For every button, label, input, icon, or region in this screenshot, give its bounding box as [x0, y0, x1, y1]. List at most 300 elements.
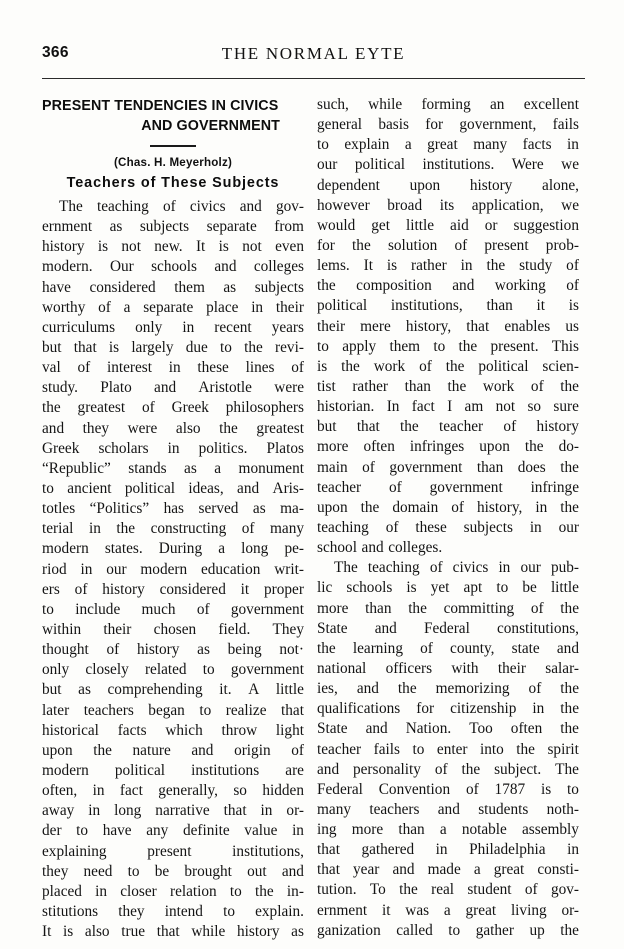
- text-line: [317, 902, 579, 922]
- text-line: [317, 761, 579, 781]
- text-line: [317, 600, 579, 620]
- word: than: [365, 599, 392, 617]
- word: civics: [189, 198, 226, 215]
- word: state: [511, 639, 540, 657]
- word: of: [420, 639, 433, 657]
- word: in: [498, 559, 511, 577]
- word: real: [431, 881, 455, 899]
- word: out: [247, 862, 267, 880]
- word: is: [386, 257, 398, 275]
- word: the: [400, 418, 419, 436]
- word: a: [443, 901, 451, 919]
- word: memorizing: [435, 680, 510, 698]
- word: Convention: [378, 780, 451, 798]
- word: while: [368, 96, 403, 113]
- word: ing: [317, 821, 337, 839]
- word: us: [565, 317, 579, 335]
- word: government: [389, 458, 463, 476]
- word: their: [317, 317, 346, 335]
- word: is: [63, 923, 74, 941]
- text-line: [42, 822, 304, 842]
- word: often: [510, 720, 543, 738]
- word: subjects: [463, 518, 513, 536]
- word: as: [184, 459, 197, 477]
- word: school: [317, 539, 357, 557]
- word: realize: [225, 701, 267, 719]
- word: institutions: [191, 761, 260, 779]
- word: stitutions: [42, 902, 99, 920]
- word: Aris-: [272, 479, 304, 497]
- word: are: [285, 761, 304, 779]
- word: which: [165, 721, 203, 739]
- word: not: [121, 238, 141, 256]
- word: were: [127, 419, 158, 437]
- word: and: [452, 277, 475, 295]
- word: students: [478, 800, 529, 818]
- word: history: [42, 238, 85, 256]
- word: such,: [317, 96, 349, 113]
- word: considered: [159, 580, 226, 598]
- text-line: [42, 782, 304, 802]
- word: and: [281, 862, 304, 880]
- word: The: [334, 559, 358, 577]
- word: val: [42, 359, 61, 377]
- word: fails: [552, 116, 579, 134]
- word: to: [433, 337, 446, 355]
- word: in: [529, 518, 542, 536]
- word: its: [439, 196, 455, 214]
- word: the: [560, 599, 579, 617]
- word: consti-: [537, 861, 579, 879]
- text-line: [42, 702, 304, 722]
- text-line: [42, 621, 304, 641]
- word: only: [42, 661, 70, 679]
- word: we: [561, 156, 579, 174]
- word: for: [416, 700, 435, 718]
- word: the: [560, 498, 579, 516]
- word: fails: [373, 740, 400, 758]
- text-line: [317, 841, 579, 861]
- word: to: [76, 822, 89, 840]
- word: domain: [392, 498, 439, 516]
- text-line: [317, 318, 579, 338]
- word: modern: [140, 560, 188, 578]
- word: the: [116, 520, 136, 538]
- word: in: [260, 802, 273, 820]
- word: new.: [154, 238, 183, 256]
- word: government,: [459, 116, 537, 134]
- word: present.: [490, 337, 539, 355]
- word: their: [275, 298, 304, 316]
- word: spirit: [547, 740, 579, 758]
- word: long: [114, 802, 142, 820]
- word: have: [42, 278, 71, 296]
- text-line: [42, 601, 304, 621]
- word: application,: [471, 196, 544, 214]
- word: in: [168, 359, 181, 377]
- word: include: [75, 600, 121, 618]
- word: the: [560, 700, 579, 718]
- word: be: [522, 579, 537, 597]
- word: light: [275, 721, 304, 739]
- word: government: [230, 661, 304, 679]
- word: “Republic”: [42, 459, 111, 477]
- word: the: [458, 337, 478, 355]
- text-line: [42, 359, 304, 379]
- word: upon: [317, 498, 348, 516]
- word: institutions,: [390, 297, 463, 315]
- word: interest: [106, 359, 152, 377]
- word: many: [270, 520, 304, 538]
- word: do-: [558, 438, 579, 456]
- word: totles: [42, 500, 76, 518]
- word: more: [317, 438, 349, 456]
- word: revi-: [275, 338, 304, 356]
- word: brought: [184, 862, 232, 880]
- text-line: [317, 620, 579, 640]
- word: and: [214, 258, 237, 276]
- word: within: [42, 620, 82, 638]
- word: infringes: [409, 438, 465, 456]
- word: and: [361, 539, 384, 557]
- word: To: [369, 881, 386, 899]
- word: institutions,: [232, 842, 304, 860]
- word: closely: [85, 661, 129, 679]
- word: apt: [463, 579, 483, 597]
- word: of: [566, 257, 579, 275]
- word: often,: [42, 782, 78, 800]
- word: of: [362, 458, 375, 476]
- word: is: [218, 238, 229, 256]
- text-line: [42, 299, 304, 319]
- word: State: [317, 720, 348, 738]
- word: broad: [387, 196, 423, 214]
- word: a: [218, 540, 226, 558]
- text-line: [317, 257, 579, 277]
- word: our: [520, 559, 541, 577]
- word: as: [252, 500, 266, 518]
- word: while: [191, 923, 226, 941]
- word: true: [121, 923, 146, 941]
- word: the: [447, 377, 467, 395]
- word: of: [141, 399, 155, 417]
- word: Our: [109, 258, 134, 276]
- word: national: [317, 659, 367, 677]
- word: year: [353, 861, 380, 879]
- word: our: [106, 560, 127, 578]
- word: as: [78, 681, 91, 699]
- word: institutions.: [422, 156, 495, 174]
- text-line: [42, 681, 304, 701]
- word: to: [223, 902, 235, 920]
- word: of: [419, 357, 432, 375]
- text-line: [317, 519, 579, 539]
- word: and: [437, 800, 460, 818]
- word: aid: [450, 216, 469, 234]
- word: and: [42, 419, 65, 437]
- word: and: [356, 680, 379, 698]
- word: more: [317, 599, 349, 617]
- word: from: [274, 218, 304, 236]
- word: that: [317, 861, 340, 879]
- word: any: [146, 822, 169, 840]
- word: it: [536, 297, 546, 315]
- word: states.: [104, 540, 143, 558]
- word: their: [103, 620, 132, 638]
- text-line: [42, 420, 304, 440]
- word: to: [412, 740, 425, 758]
- left-column: [42, 96, 304, 943]
- word: considered: [89, 278, 156, 296]
- word: would: [317, 216, 356, 234]
- word: of: [566, 277, 579, 295]
- word: began: [148, 701, 185, 719]
- word: the: [408, 599, 427, 617]
- text-line: [317, 781, 579, 801]
- word: of: [429, 559, 443, 577]
- word: proper: [264, 580, 304, 598]
- word: teaching: [96, 198, 149, 215]
- word: present: [147, 842, 192, 860]
- word: of: [451, 498, 464, 516]
- word: Greek: [42, 439, 80, 457]
- text-line: [317, 499, 579, 519]
- text-line: [42, 561, 304, 581]
- word: teaching: [367, 559, 420, 577]
- word: political: [317, 297, 368, 315]
- word: riod: [42, 560, 67, 578]
- word: is: [108, 338, 120, 356]
- word: notable: [461, 821, 507, 839]
- word: that: [281, 701, 304, 719]
- text-line: [317, 479, 579, 499]
- word: value: [244, 822, 278, 840]
- word: as: [291, 923, 304, 941]
- word: historian.: [317, 398, 375, 416]
- word: the: [560, 720, 579, 738]
- word: facts: [522, 136, 552, 154]
- word: apply: [342, 337, 377, 355]
- word: into: [479, 740, 504, 758]
- word: place: [206, 298, 239, 316]
- word: intend: [164, 902, 203, 920]
- word: explain.: [255, 902, 304, 920]
- word: is: [317, 357, 328, 375]
- word: of: [530, 599, 544, 617]
- word: schools: [151, 258, 198, 276]
- word: history: [469, 176, 513, 194]
- word: mere: [360, 317, 391, 335]
- word: During: [158, 540, 203, 558]
- word: the: [219, 419, 238, 437]
- word: student: [467, 881, 512, 899]
- word: not: [242, 238, 262, 256]
- word: and: [191, 741, 214, 759]
- word: they: [42, 862, 69, 880]
- word: of: [524, 881, 538, 899]
- word: lic: [317, 579, 333, 597]
- word: history: [237, 923, 280, 941]
- word: comprehending: [107, 681, 203, 699]
- word: and: [374, 619, 397, 637]
- word: The: [59, 198, 83, 215]
- word: teacher: [317, 478, 362, 496]
- word: Plato: [100, 379, 132, 397]
- word: hidden: [262, 782, 304, 800]
- page-number: 366: [42, 44, 69, 61]
- text-line: [317, 640, 579, 660]
- text-line: [317, 720, 579, 740]
- word: was: [405, 901, 430, 919]
- text-line: [317, 297, 579, 317]
- word: study.: [42, 379, 78, 397]
- word: not·: [279, 641, 304, 659]
- text-line: [42, 399, 304, 419]
- word: of: [528, 680, 542, 698]
- word: for: [317, 236, 335, 254]
- word: the: [317, 639, 336, 657]
- word: modern: [42, 540, 89, 558]
- word: learning: [352, 639, 403, 657]
- word: curriculums: [42, 318, 116, 336]
- word: they: [82, 419, 110, 437]
- running-head: [42, 44, 585, 70]
- word: ernment: [317, 901, 368, 919]
- word: composition: [356, 277, 432, 295]
- text-line: [42, 198, 304, 218]
- word: political: [124, 479, 175, 497]
- text-line: [42, 863, 304, 883]
- word: more: [351, 821, 384, 839]
- word: “Politics”: [89, 500, 150, 518]
- word: modern: [42, 761, 89, 779]
- word: to: [229, 882, 242, 900]
- text-line: [42, 319, 304, 339]
- word: definite: [182, 822, 230, 840]
- text-line: [317, 217, 579, 237]
- word: Aristotle: [198, 379, 252, 397]
- word: than: [398, 821, 425, 839]
- word: excellent: [523, 96, 579, 113]
- word: so: [233, 782, 247, 800]
- text-line: [42, 883, 304, 903]
- word: political: [114, 761, 166, 779]
- word: generally,: [158, 782, 218, 800]
- word: history,: [405, 317, 452, 335]
- word: county,: [450, 639, 495, 657]
- word: upon: [479, 438, 510, 456]
- word: also: [84, 923, 110, 941]
- word: of: [241, 520, 255, 538]
- text-line: [317, 861, 579, 881]
- word: that: [356, 418, 380, 436]
- word: little: [550, 579, 579, 597]
- word: with: [451, 659, 479, 677]
- word: of: [389, 478, 402, 496]
- word: not: [495, 398, 516, 416]
- word: throw: [221, 721, 258, 739]
- word: upon: [409, 176, 441, 194]
- text-line: [317, 237, 579, 257]
- text-line: [42, 762, 304, 782]
- text-line: [42, 440, 304, 460]
- word: government: [429, 478, 503, 496]
- word: upon: [42, 741, 73, 759]
- word: in: [182, 318, 195, 336]
- word: recent: [214, 318, 252, 336]
- word: personality: [352, 760, 421, 778]
- word: due: [185, 338, 208, 356]
- header-rule: [42, 78, 585, 79]
- word: history: [102, 580, 145, 598]
- word: ganization: [317, 921, 381, 939]
- right-column-body: [317, 96, 579, 942]
- text-line: [42, 460, 304, 480]
- word: and: [237, 479, 260, 497]
- word: up: [529, 921, 545, 939]
- word: get: [371, 216, 390, 234]
- word: stands: [128, 459, 167, 477]
- word: that: [223, 802, 247, 820]
- word: as: [223, 278, 237, 296]
- word: ernment: [42, 218, 93, 236]
- word: it: [240, 580, 250, 598]
- word: It: [363, 257, 373, 275]
- word: than: [476, 458, 504, 476]
- word: history: [536, 418, 579, 436]
- word: enables: [504, 317, 551, 335]
- word: history: [136, 641, 180, 659]
- word: but: [317, 418, 337, 436]
- word: fact: [411, 398, 435, 416]
- word: to: [496, 579, 509, 597]
- word: later: [42, 701, 70, 719]
- word: A: [248, 681, 260, 699]
- word: in: [92, 782, 105, 800]
- word: philosophers: [225, 399, 304, 417]
- word: many: [473, 136, 508, 154]
- text-line: [317, 821, 579, 841]
- word: these: [415, 518, 447, 536]
- word: of: [106, 641, 120, 659]
- word: or-: [286, 802, 304, 820]
- word: officers: [385, 659, 433, 677]
- word: prob-: [545, 236, 579, 254]
- word: the: [341, 357, 360, 375]
- word: greatest: [77, 399, 126, 417]
- word: work: [482, 377, 515, 395]
- word: great: [493, 861, 525, 879]
- word: constitutions,: [496, 619, 579, 637]
- word: State: [317, 619, 348, 637]
- word: but: [42, 338, 62, 356]
- word: or-: [561, 901, 579, 919]
- word: rather: [352, 377, 388, 395]
- word: history,: [477, 498, 523, 516]
- word: ers: [42, 580, 60, 598]
- text-line: [317, 338, 579, 358]
- word: Too: [469, 720, 493, 738]
- word: of: [465, 780, 479, 798]
- word: need: [83, 862, 113, 880]
- word: They: [272, 620, 304, 638]
- word: work: [373, 357, 406, 375]
- text-line: [317, 177, 579, 197]
- word: explaining: [42, 842, 107, 860]
- word: to: [199, 701, 212, 719]
- word: an: [490, 96, 505, 113]
- text-line: [42, 903, 304, 923]
